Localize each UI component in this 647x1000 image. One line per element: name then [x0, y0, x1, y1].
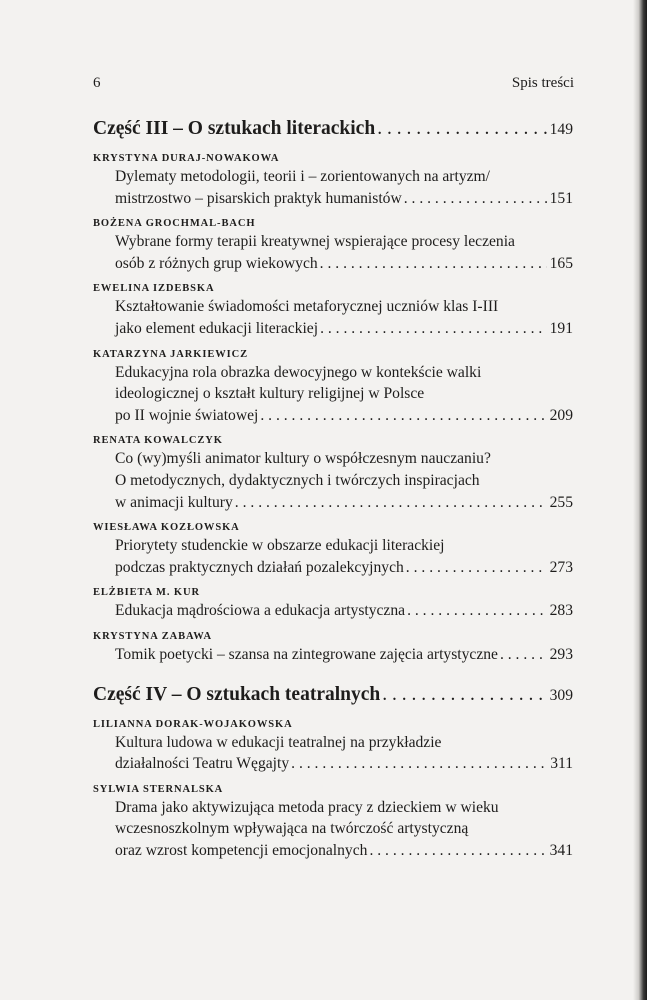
entry-author: KATARZYNA JARKIEWICZ: [93, 348, 249, 360]
dot-leader: [235, 492, 547, 514]
entry-author: EWELINA IZDEBSKA: [93, 283, 215, 295]
entry-author: KRYSTYNA ZABAWA: [93, 630, 213, 642]
entry-title-text: podczas praktycznych działań pozalekcyjnych: [115, 558, 404, 576]
entry-title-line: [93, 535, 573, 557]
entry-title-line: [93, 600, 573, 622]
entry-author: RENATA KOWALCZYK: [93, 435, 223, 447]
entry-page-number: 283: [549, 602, 573, 620]
entry-title-line: [93, 166, 573, 188]
entry-page-number: 255: [549, 493, 573, 511]
entry-title-text: Edukacyjna rola obrazka dewocyjnego w kontekście walki: [115, 363, 482, 381]
entry-title-line: [93, 383, 573, 405]
dot-leader: [260, 405, 546, 427]
entry-title-text: Tomik poetycki – szansa na zintegrowane zajęcia artystyczne: [115, 645, 498, 663]
running-title: Spis treści: [511, 75, 574, 91]
entry-title-text: Dylematy metodologii, teorii i – zorientowanych na artyzm/: [115, 168, 491, 185]
page-number: 6: [93, 75, 101, 91]
entry-title-text: Kształtowanie świadomości metaforycznej uczniów klas I-III: [115, 298, 499, 316]
part-page-number: 309: [549, 686, 573, 704]
dot-leader: [320, 318, 547, 340]
entry-title-line: [93, 557, 573, 579]
entry-title-text: jako element edukacji literackiej: [115, 319, 319, 337]
dot-leader: [407, 600, 547, 622]
entry-title-line: [93, 296, 573, 318]
entry-title-line: [93, 448, 573, 470]
part-heading: [93, 684, 573, 710]
entry-author: ELŻBIETA M. KUR: [93, 587, 200, 599]
entry-title-text: Kultura ludowa w edukacji teatralnej na przykładzie: [115, 733, 442, 751]
entry-title-text: Co (wy)myśli animator kultury o współczesnym nauczaniu?: [115, 450, 491, 468]
entry-title-text: osób z różnych grup wiekowych: [115, 254, 318, 272]
entry-author: BOŻENA GROCHMAL-BACH: [93, 218, 256, 230]
toc-entry: [93, 586, 573, 622]
entry-title-line: [93, 318, 573, 340]
part-page-number: 149: [549, 121, 573, 138]
dot-leader: [369, 840, 546, 862]
entry-title-line: [93, 405, 573, 427]
toc-entry: [93, 630, 573, 666]
part-title: Część IV – O sztukach teatralnych: [93, 683, 381, 705]
entry-title-text: Edukacja mądrościowa a edukacja artystyczna: [115, 602, 406, 620]
entry-title-text: działalności Teatru Węgajty: [115, 755, 290, 773]
entry-title-line: [93, 644, 573, 666]
toc-entry: [93, 718, 573, 775]
entry-title-text: mistrzostwo – pisarskich praktyk humanistów: [115, 189, 402, 207]
entry-title-line: [93, 732, 573, 754]
toc-entry: [93, 152, 573, 209]
entry-title-text: Wybrane formy terapii kreatywnej wspierające procesy leczenia: [115, 233, 515, 251]
entry-title-line: [93, 797, 573, 819]
entry-page-number: 311: [550, 755, 573, 773]
part-heading: [93, 118, 573, 144]
toc-entry: [93, 217, 573, 274]
entry-title-text: w animacji kultury: [115, 493, 233, 511]
dot-leader: [377, 118, 546, 140]
entry-page-number: 191: [549, 319, 573, 337]
entry-author: LILIANNA DORAK-WOJAKOWSKA: [93, 718, 293, 730]
entry-author: KRYSTYNA DURAJ-NOWAKOWA: [93, 153, 280, 164]
entry-title-text: oraz wzrost kompetencji emocjonalnych: [115, 841, 368, 859]
toc-entry: [93, 282, 573, 339]
entry-author: SYLWIA STERNALSKA: [93, 783, 224, 795]
entry-title-line: [93, 362, 573, 384]
entry-page-number: 209: [549, 406, 573, 424]
entry-title-line: [93, 188, 573, 210]
dot-leader: [291, 753, 547, 775]
entry-page-number: 273: [549, 558, 573, 576]
entry-title-line: [93, 253, 573, 275]
dot-leader: [404, 188, 547, 210]
dot-leader: [406, 557, 547, 579]
table-of-contents: [93, 118, 573, 861]
toc-entry: [93, 348, 573, 427]
dot-leader: [320, 253, 547, 275]
entry-title-text: O metodycznych, dydaktycznych i twórczych inspiracjach: [115, 471, 480, 489]
entry-title-text: Drama jako aktywizująca metoda pracy z dzieckiem w wieku: [115, 798, 499, 816]
part-title: Część III – O sztukach literackich: [93, 118, 376, 139]
entry-title-line: [93, 470, 573, 492]
entry-title-text: wczesnoszkolnym wpływająca na twórczość artystyczną: [115, 820, 469, 838]
entry-title-line: [93, 492, 573, 514]
entry-title-line: [93, 231, 573, 253]
entry-page-number: 341: [549, 841, 573, 859]
entry-title-text: ideologicznej o kształt kultury religijnej w Polsce: [115, 385, 425, 403]
toc-entry: [93, 434, 573, 513]
entry-title-text: po II wojnie światowej: [115, 406, 259, 424]
toc-entry: [93, 783, 573, 862]
entry-page-number: 165: [549, 254, 573, 272]
entry-author: WIESŁAWA KOZŁOWSKA: [93, 522, 240, 534]
entry-title-line: [93, 840, 573, 862]
entry-title-line: [93, 753, 573, 775]
entry-page-number: 151: [549, 189, 573, 207]
entry-title-line: [93, 818, 573, 840]
page-binding-shadow: [633, 0, 647, 1000]
entry-page-number: 293: [549, 645, 573, 663]
toc-entry: [93, 521, 573, 578]
entry-title-text: Priorytety studenckie w obszarze edukacji literackiej: [115, 537, 445, 555]
dot-leader: [500, 644, 547, 666]
dot-leader: [382, 684, 546, 706]
